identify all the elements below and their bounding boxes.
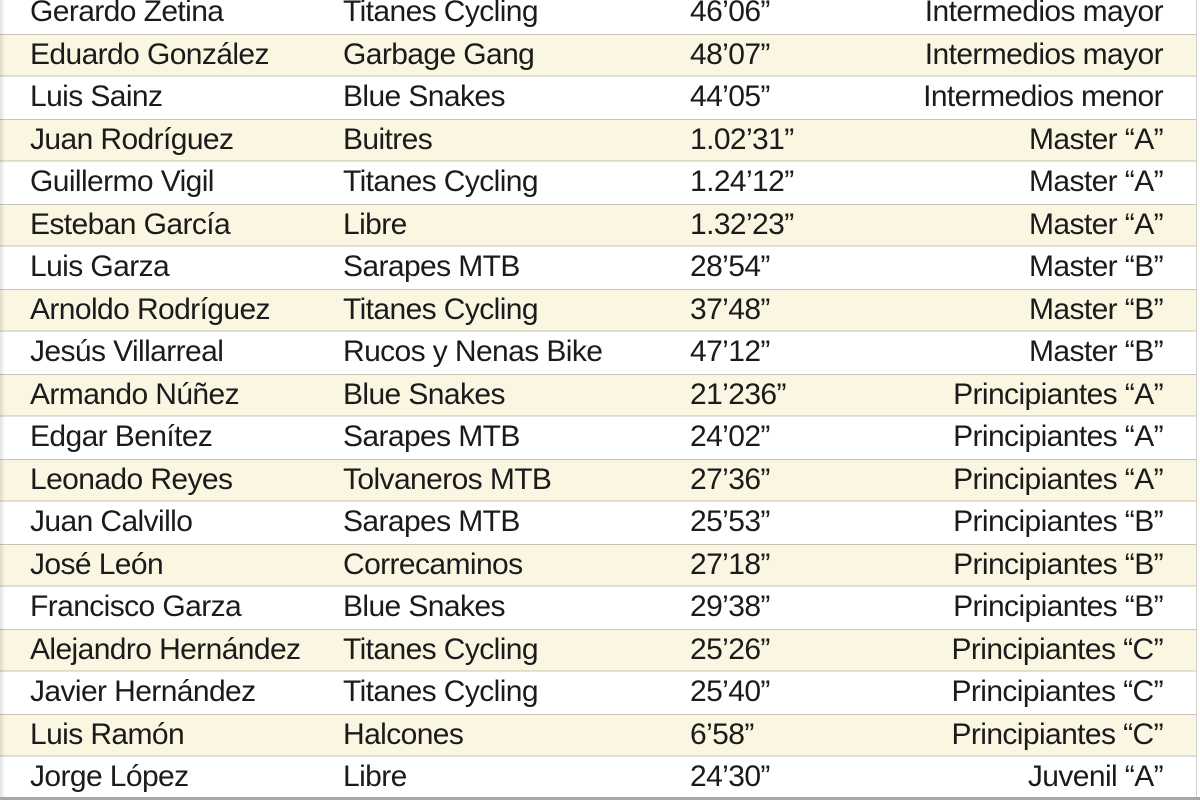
team-name: Buitres <box>343 122 433 156</box>
racer-name: Javier Hernández <box>30 675 256 709</box>
category-label: Principiantes “A” <box>953 462 1163 496</box>
team-name: Blue Snakes <box>343 80 505 114</box>
category-label: Intermedios menor <box>923 80 1163 114</box>
team-name: Titanes Cycling <box>343 165 538 199</box>
table-row <box>0 756 1196 799</box>
racer-name: Leonado Reyes <box>30 462 233 496</box>
finish-time: 48’07” <box>690 37 770 71</box>
finish-time: 1.24’12” <box>690 165 794 199</box>
finish-time: 27’18” <box>690 547 770 581</box>
table-row <box>0 34 1196 77</box>
finish-time: 1.02’31” <box>690 122 794 156</box>
category-label: Principiantes “B” <box>953 547 1163 581</box>
table-row <box>0 289 1196 332</box>
table-row <box>0 671 1196 714</box>
table-row <box>0 459 1196 502</box>
table-row <box>0 544 1196 587</box>
finish-time: 25’53” <box>690 505 770 539</box>
finish-time: 25’26” <box>690 632 770 666</box>
team-name: Blue Snakes <box>343 377 505 411</box>
finish-time: 28’54” <box>690 250 770 284</box>
table-row <box>0 76 1196 119</box>
team-name: Libre <box>343 207 407 241</box>
racer-name: Luis Garza <box>30 250 170 284</box>
finish-time: 29’38” <box>690 590 770 624</box>
racer-name: Eduardo González <box>30 37 269 71</box>
team-name: Titanes Cycling <box>343 0 538 29</box>
team-name: Correcaminos <box>343 547 523 581</box>
table-row <box>0 586 1196 629</box>
team-name: Titanes Cycling <box>343 632 538 666</box>
table-row <box>0 416 1196 459</box>
team-name: Tolvaneros MTB <box>343 462 552 496</box>
category-label: Master “A” <box>1028 165 1163 199</box>
table-row <box>0 246 1196 289</box>
category-label: Master “A” <box>1028 122 1163 156</box>
racer-name: Juan Rodríguez <box>30 122 234 156</box>
category-label: Principiantes “A” <box>953 420 1163 454</box>
racer-name: Francisco Garza <box>30 590 242 624</box>
table-row <box>0 119 1196 162</box>
finish-time: 25’40” <box>690 675 770 709</box>
team-name: Garbage Gang <box>343 37 535 71</box>
finish-time: 6’58” <box>690 717 754 751</box>
finish-time: 24’30” <box>690 760 770 794</box>
category-label: Intermedios mayor <box>924 37 1163 71</box>
category-label: Principiantes “B” <box>953 590 1163 624</box>
category-label: Juvenil “A” <box>1027 760 1163 794</box>
table-row <box>0 714 1196 757</box>
category-label: Master “A” <box>1028 207 1163 241</box>
team-name: Halcones <box>343 717 464 751</box>
category-label: Principiantes “A” <box>953 377 1163 411</box>
category-label: Intermedios mayor <box>924 0 1163 29</box>
team-name: Sarapes MTB <box>343 505 520 539</box>
finish-time: 47’12” <box>690 335 770 369</box>
finish-time: 44’05” <box>690 80 770 114</box>
team-name: Blue Snakes <box>343 590 505 624</box>
team-name: Titanes Cycling <box>343 675 538 709</box>
category-label: Principiantes “C” <box>951 717 1163 751</box>
finish-time: 37’48” <box>690 292 770 326</box>
category-label: Principiantes “C” <box>951 632 1163 666</box>
finish-time: 1.32’23” <box>690 207 794 241</box>
table-row <box>0 629 1196 672</box>
racer-name: Edgar Benítez <box>30 420 213 454</box>
table-row <box>0 501 1196 544</box>
category-label: Master “B” <box>1028 250 1163 284</box>
table-row <box>0 0 1196 34</box>
racer-name: Gerardo Zetina <box>30 0 224 29</box>
finish-time: 27’36” <box>690 462 770 496</box>
right-edge-line <box>1196 0 1197 800</box>
table-row <box>0 161 1196 204</box>
racer-name: Guillermo Vigil <box>30 165 214 199</box>
finish-time: 21’236” <box>690 377 786 411</box>
category-label: Master “B” <box>1028 292 1163 326</box>
racer-name: Esteban García <box>30 207 231 241</box>
racer-name: José León <box>30 547 164 581</box>
racer-name: Luis Ramón <box>30 717 185 751</box>
team-name: Sarapes MTB <box>343 250 520 284</box>
team-name: Libre <box>343 760 407 794</box>
team-name: Rucos y Nenas Bike <box>343 335 603 369</box>
racer-name: Alejandro Hernández <box>30 632 301 666</box>
racer-name: Juan Calvillo <box>30 505 193 539</box>
racer-name: Arnoldo Rodríguez <box>30 292 270 326</box>
table-row <box>0 331 1196 374</box>
racer-name: Jesús Villarreal <box>30 335 224 369</box>
category-label: Principiantes “B” <box>953 505 1163 539</box>
racer-name: Luis Sainz <box>30 80 163 114</box>
racer-name: Armando Núñez <box>30 377 239 411</box>
category-label: Master “B” <box>1028 335 1163 369</box>
racer-name: Jorge López <box>30 760 189 794</box>
category-label: Principiantes “C” <box>951 675 1163 709</box>
team-name: Sarapes MTB <box>343 420 520 454</box>
finish-time: 46’06” <box>690 0 770 29</box>
table-row <box>0 374 1196 417</box>
table-row <box>0 204 1196 247</box>
finish-time: 24’02” <box>690 420 770 454</box>
team-name: Titanes Cycling <box>343 292 538 326</box>
